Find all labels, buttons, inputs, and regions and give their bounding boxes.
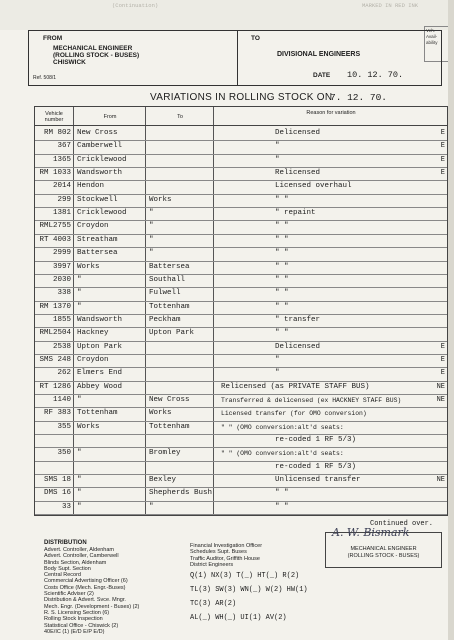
to-garage: " (149, 249, 154, 258)
rolling-stock-table (34, 106, 448, 516)
row-rule (35, 167, 447, 168)
row-rule (35, 407, 447, 408)
from-garage: Upton Park (77, 342, 123, 351)
to-garage: Bromley (149, 449, 181, 458)
row-rule (35, 487, 447, 488)
row-rule (35, 434, 447, 435)
to-garage: New Cross (149, 396, 190, 404)
vehicle-number: 1381 (52, 209, 71, 218)
variation-reason: " " (275, 235, 289, 244)
signature-title-1: MECHANICAL ENGINEER (350, 546, 417, 552)
row-rule (35, 461, 447, 462)
to-garage: " (149, 209, 154, 218)
to-garage: Upton Park (149, 329, 195, 338)
column-header-from: From (103, 114, 117, 120)
marker: E (440, 342, 445, 351)
side-box-line: ability (426, 40, 438, 45)
distribution-list-middle (190, 543, 262, 568)
variation-reason: " " (275, 195, 289, 204)
distribution-entry: Advert. Controller, Aldenham (44, 547, 115, 553)
row-rule (35, 287, 447, 288)
to-garage: Fulwell (149, 289, 181, 298)
from-garage: Cricklewood (77, 155, 127, 164)
row-rule (35, 274, 447, 275)
from-label: FROM (43, 35, 63, 42)
distribution-entry: Scientific Adviser (2) (44, 591, 94, 598)
vehicle-number: RM 1370 (39, 302, 71, 311)
distribution-entry: Body Supt. Section (44, 565, 91, 572)
vehicle-number: 33 (61, 502, 71, 511)
from-garage: New Cross (77, 129, 118, 137)
row-rule (35, 194, 447, 195)
ghost-text-right: MARKED IN RED INK (362, 2, 419, 9)
column-header-to: To (177, 114, 183, 120)
vehicle-number: RM 802 (43, 129, 71, 137)
distribution-entry: Mech. Engr. (Development - Buses) (2) (44, 603, 140, 610)
vehicle-number: 1365 (52, 155, 71, 164)
vehicle-number: DMS 16 (43, 489, 71, 498)
distribution-entry: Rolling Stock Inspection (44, 616, 103, 623)
row-rule (35, 314, 447, 315)
marker: E (440, 142, 445, 151)
title-date: 7. 12. 70. (330, 92, 388, 103)
column-header-reason: Reason for variation (306, 110, 356, 116)
column-rule (73, 107, 74, 515)
memo-header (28, 30, 442, 86)
side-box-line: Veh. (426, 28, 436, 33)
to-garage: " (149, 235, 154, 244)
from-garage: Elmers End (77, 369, 123, 378)
from-garage: Works (77, 262, 100, 271)
variation-reason: " (275, 142, 280, 151)
header-rule (35, 125, 447, 126)
to-garage: Tottenham (149, 422, 190, 431)
variation-reason: re-coded 1 RF 5/3) (275, 436, 357, 445)
vehicle-number: 367 (57, 142, 71, 151)
from-garage: Croydon (77, 222, 109, 231)
from-garage: " (77, 489, 82, 498)
vehicle-number: RT 4003 (39, 235, 71, 244)
from-garage: Hackney (77, 329, 109, 338)
vehicle-number: SMS 18 (43, 476, 71, 485)
variation-reason: " (275, 369, 280, 378)
marker: E (440, 355, 445, 364)
row-rule (35, 207, 447, 208)
row-rule (35, 447, 447, 448)
from-garage: Tottenham (77, 409, 118, 418)
from-line-2: (ROLLING STOCK - BUSES) (53, 52, 140, 59)
row-rule (35, 421, 447, 422)
distribution-title: DISTRIBUTION (44, 540, 87, 546)
from-garage: " (77, 289, 82, 298)
variation-reason: " " (OMO conversion:alt'd seats: (221, 450, 344, 458)
from-line-1: MECHANICAL ENGINEER (53, 45, 133, 52)
from-garage: Streatham (77, 235, 118, 244)
variation-reason: " " (OMO conversion:alt'd seats: (221, 423, 344, 431)
from-garage: Wandsworth (77, 315, 123, 324)
variation-reason: " (275, 155, 280, 164)
to-garage: Works (149, 195, 172, 204)
variation-reason: " " (275, 489, 289, 498)
row-rule (35, 327, 447, 328)
to-garage: Bexley (149, 476, 177, 485)
continued-note: Continued over. (370, 520, 434, 528)
row-rule (35, 381, 447, 382)
to-garage: Tottenham (149, 302, 190, 311)
side-box-line: Avail- (426, 34, 438, 39)
signature: A. W. Bismark (332, 526, 410, 539)
vehicle-number: 2030 (52, 275, 71, 284)
column-rule (213, 107, 214, 515)
column-header-vehicle (37, 111, 71, 123)
from-garage: " (77, 449, 82, 458)
vehicle-number: RML2504 (39, 329, 71, 338)
distribution-entry: District Engineers (190, 561, 234, 568)
date-label: DATE (313, 72, 331, 79)
row-rule (35, 354, 447, 355)
variation-reason: " " (275, 302, 289, 311)
from-garage: Hendon (77, 182, 105, 191)
marker: NE (436, 396, 445, 404)
from-garage: Stockwell (77, 195, 118, 204)
vehicle-number: 2538 (52, 342, 71, 351)
variation-reason: " " (275, 222, 289, 231)
distribution-entry: R. S. Licensing Section (6) (44, 609, 110, 616)
binder-edge (448, 0, 454, 640)
from-garage: " (77, 476, 82, 485)
marker: E (440, 129, 445, 137)
header-divider (237, 31, 238, 85)
marker: E (440, 369, 445, 378)
vehicle-number: 1140 (52, 396, 71, 404)
to-garage: " (149, 222, 154, 231)
to-garage: " (149, 502, 154, 511)
variation-reason: " transfer (275, 315, 321, 324)
district-code-line: TL(3) SW(3) WN(_) W(2) HW(1) (190, 586, 308, 594)
from-garage: Camberwell (77, 142, 123, 151)
row-rule (35, 501, 447, 502)
row-rule (35, 474, 447, 475)
vehicle-number: 2014 (52, 182, 71, 191)
distribution-list-left (44, 547, 139, 635)
column-header-vehicle-line: Vehicle (45, 111, 63, 117)
from-garage: Croydon (77, 355, 109, 364)
vehicle-number: RF 383 (43, 409, 71, 418)
vehicle-number: RT 1286 (39, 382, 71, 391)
from-garage: Battersea (77, 249, 118, 258)
row-rule (35, 220, 447, 221)
reference: Ref. 508/1 (33, 75, 57, 81)
vehicle-number: 3997 (52, 262, 71, 271)
row-rule (35, 234, 447, 235)
row-rule (35, 341, 447, 342)
to-garage: Shepherds Bush (149, 489, 213, 498)
signature-title-2: (ROLLING STOCK - BUSES) (347, 553, 420, 559)
from-garage: " (77, 396, 82, 404)
from-garage: Cricklewood (77, 209, 127, 218)
marker: NE (436, 476, 445, 485)
to-garage: Peckham (149, 315, 181, 324)
variation-reason: " " (275, 289, 289, 298)
from-garage: Wandsworth (77, 169, 123, 178)
marker: E (440, 155, 445, 164)
district-code-line: TC(3) AR(2) (190, 600, 237, 608)
variation-reason: Relicensed (as PRIVATE STAFF BUS) (221, 382, 370, 391)
variation-reason: " " (275, 262, 289, 271)
variation-reason: re-coded 1 RF 5/3) (275, 462, 357, 471)
vehicle-number: 1855 (52, 315, 71, 324)
from-garage: " (77, 275, 82, 284)
row-rule (35, 247, 447, 248)
variation-reason: Delicensed (275, 342, 321, 351)
from-garage: Works (77, 422, 100, 431)
ghost-text-left: (Continuation) (112, 2, 159, 9)
row-rule (35, 180, 447, 181)
column-header-vehicle-line: number (44, 117, 64, 123)
vehicle-number: 355 (57, 422, 71, 431)
variation-reason: " " (275, 249, 289, 258)
distribution-entry: Central Record (44, 572, 81, 579)
vehicle-number: 262 (57, 369, 71, 378)
to-label: TO (251, 35, 260, 42)
variation-reason: Transferred & delicensed (ex HACKNEY STAFF BUS) (221, 397, 402, 404)
variation-reason: Unlicensed transfer (275, 476, 361, 485)
district-code-line: AL(_) WH(_) UI(1) AV(2) (190, 614, 287, 622)
variation-reason: " (275, 355, 280, 364)
distribution-entry: 40E/IC (1) (E/D E/P E/D) (44, 628, 105, 635)
column-rule (145, 107, 146, 515)
distribution-entry: Commercial Advertising Officer (6) (44, 578, 128, 585)
distribution-entry: Traffic Auditor, Griffith House (190, 555, 260, 562)
variation-reason: Licensed transfer (for OMO conversion) (221, 410, 367, 418)
from-garage: " (77, 502, 82, 511)
to-value: DIVISIONAL ENGINEERS (277, 51, 361, 58)
distribution-entry: Costs Office (Mech. Engr.-Buses) (44, 584, 126, 591)
marker: E (440, 169, 445, 178)
vehicle-number: SMS 248 (39, 355, 71, 364)
from-garage: " (77, 302, 82, 311)
row-rule (35, 367, 447, 368)
distribution-entry: Schedules Supt. Buses (190, 549, 247, 556)
from-garage: Abbey Wood (77, 382, 123, 391)
row-rule (35, 261, 447, 262)
variation-reason: Licensed overhaul (275, 182, 352, 191)
variation-reason: " " (275, 329, 289, 338)
row-rule (35, 394, 447, 395)
variation-reason: " repaint (275, 209, 316, 218)
variation-reason: " " (275, 275, 289, 284)
distribution-entry: Statistical Office - Chiswick (2) (44, 622, 119, 629)
vehicle-number: 299 (57, 195, 71, 204)
row-rule (35, 154, 447, 155)
distribution-entry: Financial Investigation Officer (190, 543, 263, 549)
distribution-entry: Advert. Controller, Camberwell (44, 553, 119, 560)
variation-reason: " " (275, 502, 289, 511)
page-title: VARIATIONS IN ROLLING STOCK ON (150, 92, 333, 103)
distribution-entry: Distribution & Advert. Svce. Mngr. (44, 597, 126, 604)
variation-reason: Relicensed (275, 169, 321, 178)
row-rule (35, 301, 447, 302)
from-line-3: CHISWICK (53, 59, 86, 66)
vehicle-number: 338 (57, 289, 71, 298)
distribution-entry: Blinds Section, Aldenham (44, 559, 107, 566)
vehicle-number: RM 1033 (39, 169, 71, 178)
to-garage: Battersea (149, 262, 190, 271)
to-garage: Works (149, 409, 172, 418)
to-garage: Southall (149, 275, 186, 284)
vehicle-number: 2999 (52, 249, 71, 258)
marker: NE (436, 382, 445, 391)
row-rule (35, 514, 447, 515)
variation-reason: Delicensed (275, 129, 321, 137)
row-rule (35, 140, 447, 141)
district-code-line: Q(1) NX(3) T(_) HT(_) R(2) (190, 572, 300, 580)
vehicle-number: RML2755 (39, 222, 71, 231)
date-value: 10. 12. 70. (347, 70, 404, 80)
vehicle-number: 350 (57, 449, 71, 458)
